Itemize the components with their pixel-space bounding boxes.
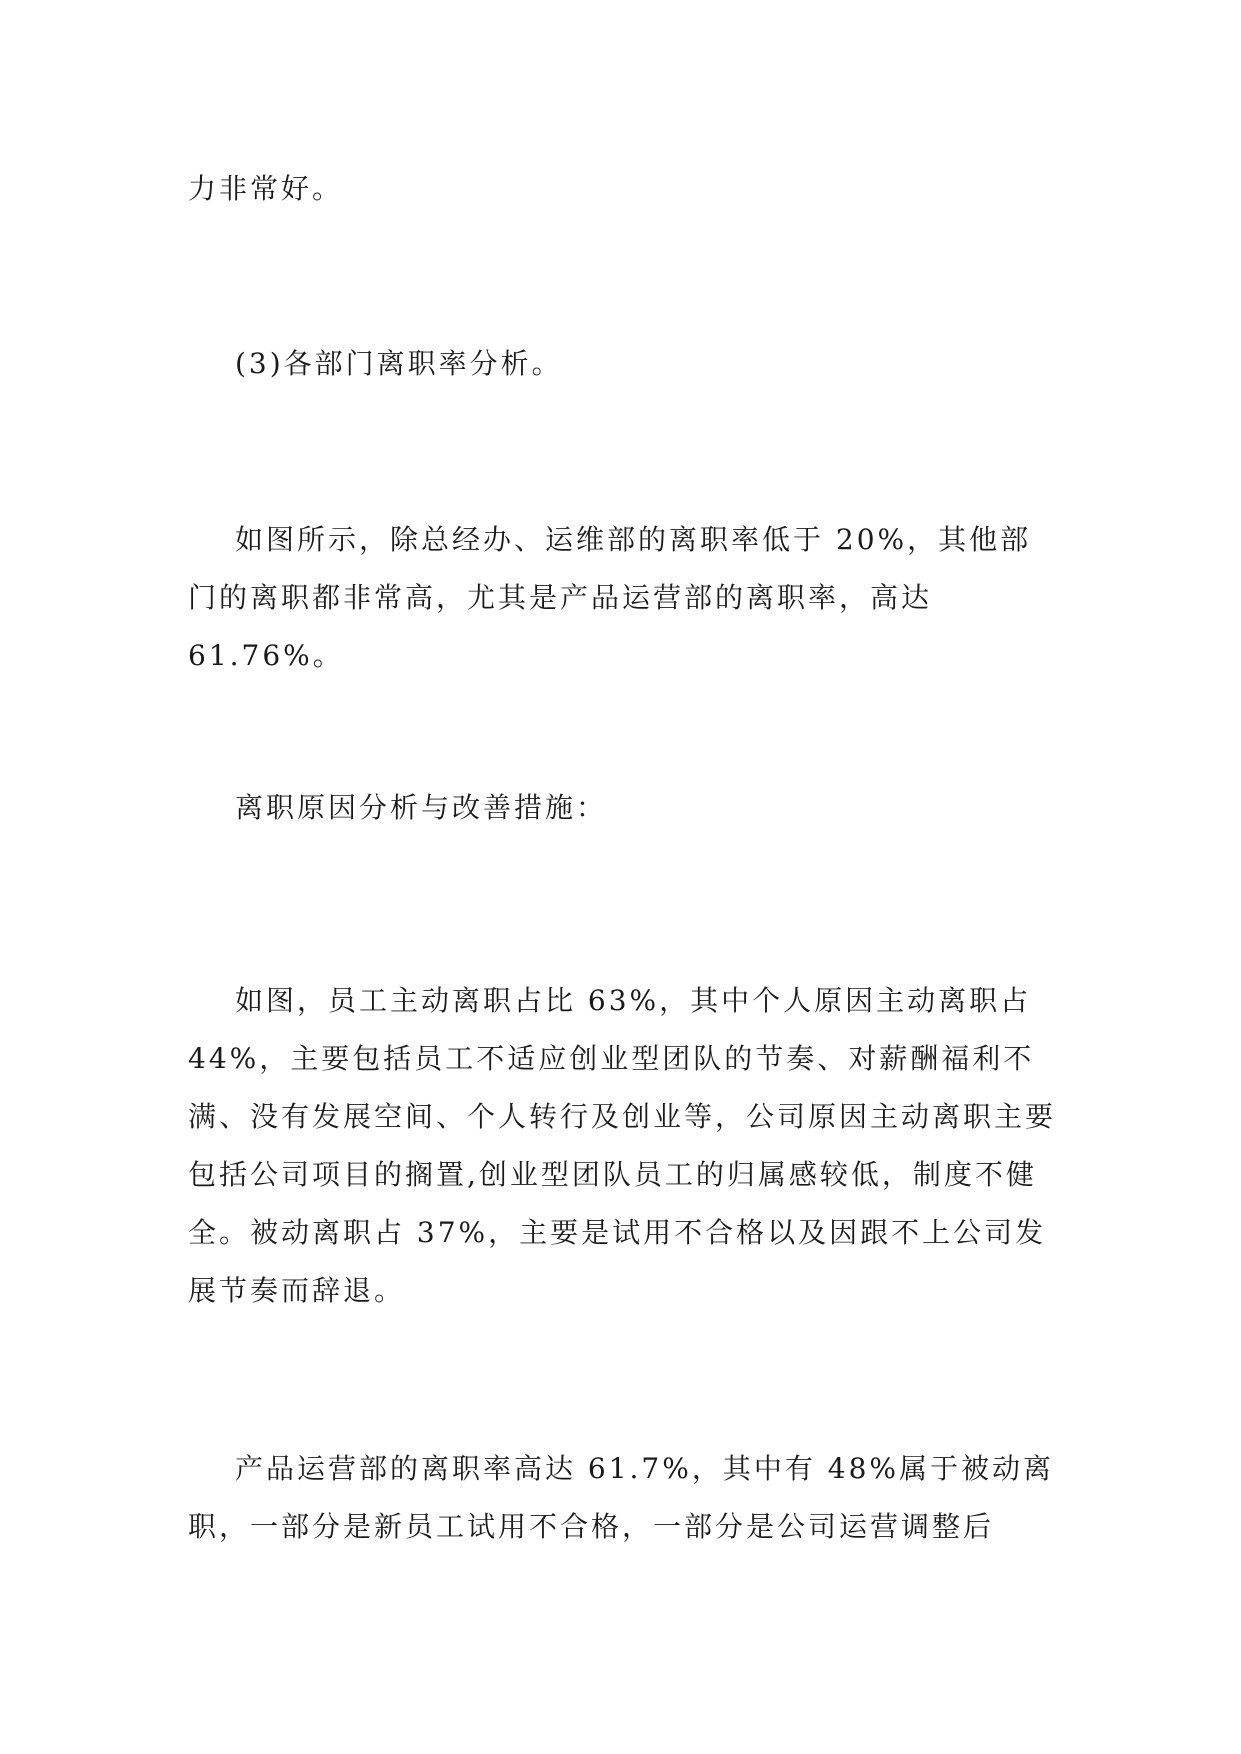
section-heading-turnover-reasons: 离职原因分析与改善措施：: [235, 791, 608, 824]
paragraph-product-operations: 产品运营部的离职率高达 61.7%，其中有 48%属于被动离职，一部分是新员工试用不合格，一部分是公司运营调整后: [188, 1452, 1054, 1543]
paragraph-department-turnover: 如图所示，除总经办、运维部的离职率低于 20%，其他部门的离职都非常高，尤其是产品运营部的离职率，高达 61.76%。: [188, 523, 1032, 672]
section-heading-department-turnover: (3)各部门离职率分析。: [235, 347, 563, 380]
paragraph-turnover-reasons: 如图，员工主动离职占比 63%，其中个人原因主动离职占 44%，主要包括员工不适应创业型团队的节奏、对薪酬福利不满、没有发展空间、个人转行及创业等，公司原因主动离职主要包括公司项目的搁置,创业型团队员工的归属感较低，制度不健全。被动离职占 37%，主要是试用不合格以及因跟不上公司发展节奏而辞退。: [188, 984, 1057, 1307]
paragraph-continuation: 力非常好。: [188, 172, 344, 205]
